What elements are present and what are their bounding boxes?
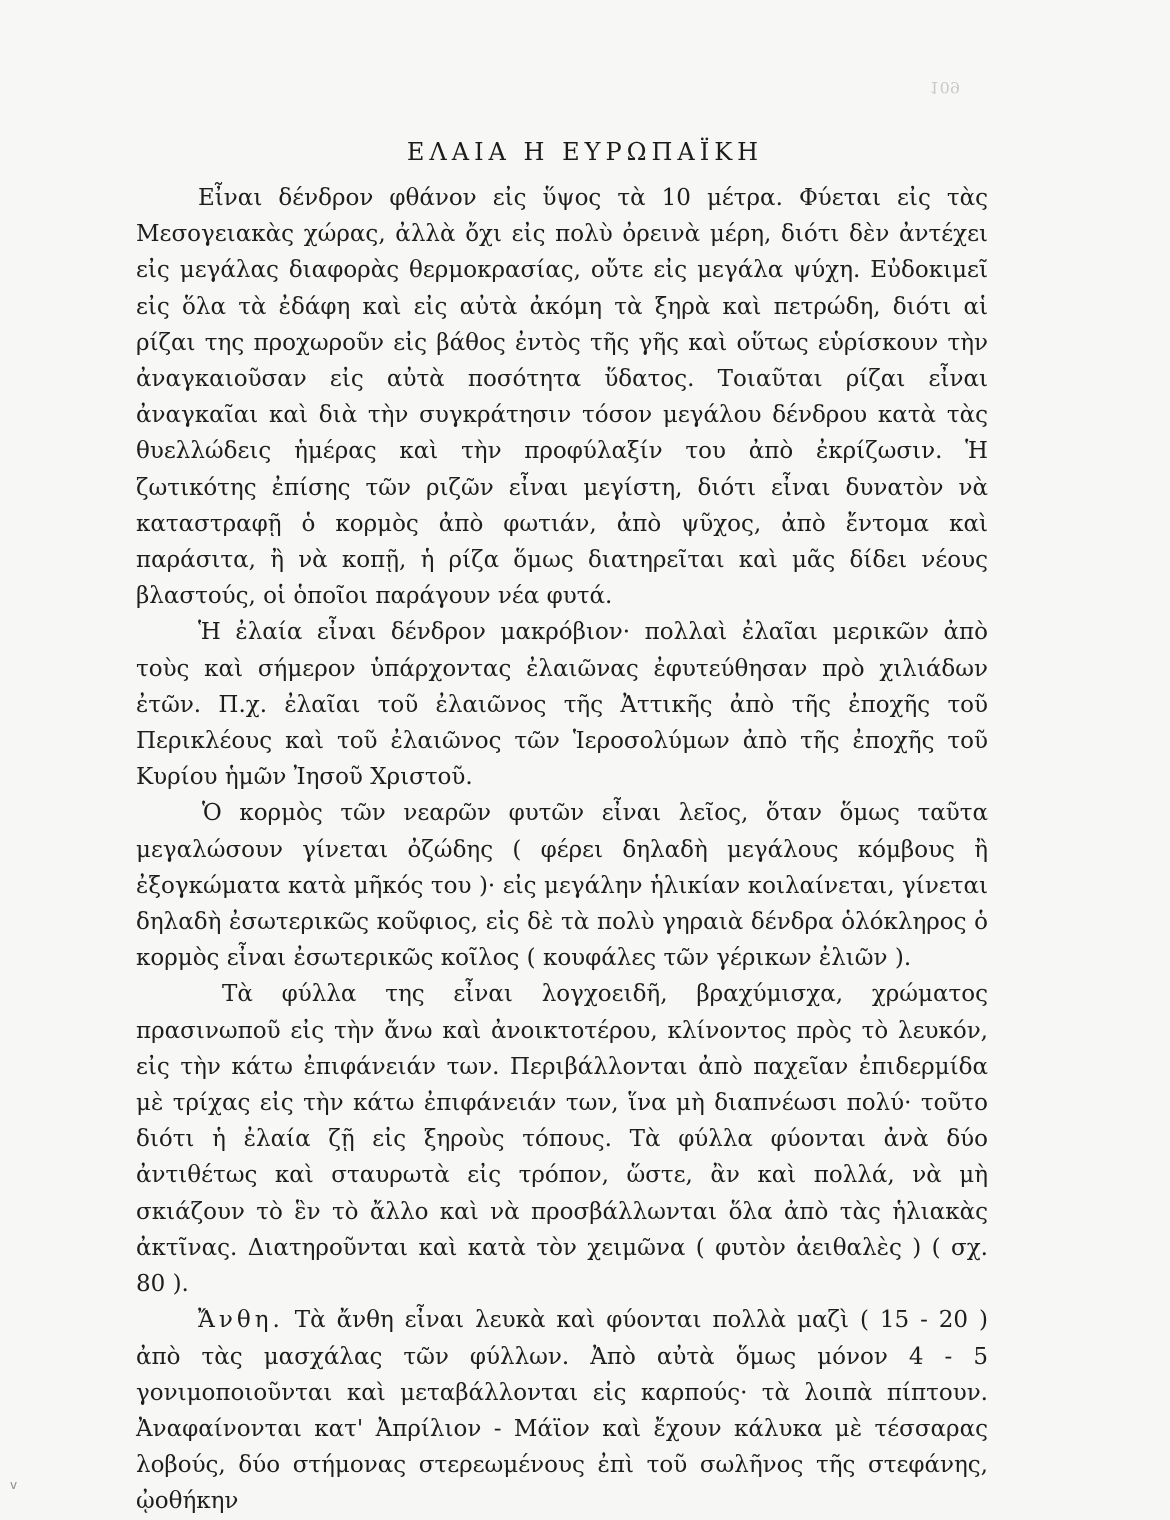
body-text <box>136 180 988 1520</box>
flowers-text: Τὰ ἄνθη εἶναι λευκὰ καὶ φύονται πολλὰ μαζὶ ( 15 - 20 ) ἀπὸ τὰς μασχάλας τῶν φύλλων. Ἀπὸ αὐτὰ ὅμως μόνον 4 - 5 γονιμοποιοῦνται καὶ μεταβάλλονται εἰς καρπούς· τὰ λοιπὰ πίπτουν. Ἀναφαίνονται κατ' Ἀπρίλιον - Μάϊον καὶ ἔχουν κάλυκα μὲ τέσσαρας λοβούς, δύο στήμονας στερεωμένους ἐπὶ τοῦ σωλῆνος τῆς στεφάνης, ᾠοθήκην <box>136 1307 988 1515</box>
page-title: ΕΛΑΙΑ Η ΕΥΡΩΠΑΪΚΗ <box>406 138 764 166</box>
paragraph-flowers <box>136 1302 988 1519</box>
paragraph-habitat: Εἶναι δένδρον φθάνον εἰς ὕψος τὰ 10 μέτρα. Φύεται εἰς τὰς Μεσογειακὰς χώρας, ἀλλὰ ὄχι εἰς πολὺ ὀρεινὰ μέρη, διότι δὲν ἀντέχει εἰς μεγάλας διαφορὰς θερμοκρασίας, οὔτε εἰς μεγάλα ψύχη. Εὐδοκιμεῖ εἰς ὅλα τὰ ἐδάφη καὶ εἰς αὐτὰ ἀκόμη τὰ ξηρὰ καὶ πετρώδη, διότι αἱ ρίζαι της προχωροῦν εἰς βάθος ἐντὸς τῆς γῆς καὶ οὕτως εὑρίσκουν τὴν ἀναγκαιοῦσαν εἰς αὐτὰ ποσότητα ὕδατος. Τοιαῦται ρίζαι εἶναι ἀναγκαῖαι καὶ διὰ τὴν συγκράτησιν τόσον μεγάλου δένδρου κατὰ τὰς θυελλώδεις ἡμέρας καὶ τὴν προφύλαξίν του ἀπὸ ἐκρίζωσιν. Ἡ ζωτικότης ἐπίσης τῶν ριζῶν εἶναι μεγίστη, διότι εἶναι δυνατὸν νὰ καταστραφῇ ὁ κορμὸς ἀπὸ φωτιάν, ἀπὸ ψῦχος, ἀπὸ ἔντομα καὶ παράσιτα, ἢ νὰ κοπῇ, ἡ ρίζα ὅμως διατηρεῖται καὶ μᾶς δίδει νέους βλαστούς, οἱ ὁποῖοι παράγουν νέα φυτά. <box>136 185 988 610</box>
flowers-lead: Ἄνθη. <box>198 1307 284 1334</box>
paragraph-trunk: Ὁ κορμὸς τῶν νεαρῶν φυτῶν εἶναι λεῖος, ὅταν ὅμως ταῦτα μεγαλώσουν γίνεται ὀζώδης ( φέρει δηλαδὴ μεγάλους κόμβους ἢ ἐξογκώματα κατὰ μῆκός του )· εἰς μεγάλην ἡλικίαν κοιλαίνεται, γίνεται δηλαδὴ ἐσωτερικῶς κοῦφιος, εἰς δὲ τὰ πολὺ γηραιὰ δένδρα ὁλόκληρος ὁ κορμὸς εἶναι ἐσωτερικῶς κοῖλος ( κουφάλες τῶν γέρικων ἐλιῶν ). <box>136 800 988 972</box>
paragraph-longevity: Ἡ ἐλαία εἶναι δένδρον μακρόβιον· πολλαὶ ἐλαῖαι μερικῶν ἀπὸ τοὺς καὶ σήμερον ὑπάρχοντας ἐλαιῶνας ἐφυτεύθησαν πρὸ χιλιάδων ἐτῶν. Π.χ. ἐλαῖαι τοῦ ἐλαιῶνος τῆς Ἀττικῆς ἀπὸ τῆς ἐποχῆς τοῦ Περικλέους καὶ τοῦ ἐλαιῶνος τῶν Ἱεροσολύμων ἀπὸ τῆς ἐποχῆς τοῦ Κυρίου ἡμῶν Ἰησοῦ Χριστοῦ. <box>136 619 988 791</box>
page-number: 109 <box>929 78 960 97</box>
paragraph-leaves: Τὰ φύλλα της εἶναι λογχοειδῆ, βραχύμισχα, χρώματος πρασινωποῦ εἰς τὴν ἄνω καὶ ἀνοικτοτέρου, κλίνοντος πρὸς τὸ λευκόν, εἰς τὴν κάτω ἐπιφάνειάν των. Περιβάλλονται ἀπὸ παχεῖαν ἐπιδερμίδα μὲ τρίχας εἰς τὴν κάτω ἐπιφάνειάν των, ἵνα μὴ διαπνέωσι πολύ· τοῦτο διότι ἡ ἐλαία ζῇ εἰς ξηροὺς τόπους. Τὰ φύλλα φύονται ἀνὰ δύο ἀντιθέτως καὶ σταυρωτὰ εἰς τρόπον, ὥστε, ἂν καὶ πολλά, νὰ μὴ σκιάζουν τὸ ἓν τὸ ἄλλο καὶ νὰ προσβάλλωνται ὅλα ἀπὸ τὰς ἡλιακὰς ἀκτῖνας. Διατηροῦνται καὶ κατὰ τὸν χειμῶνα ( φυτὸν ἀειθαλὲς ) ( σχ. 80 ). <box>136 981 988 1298</box>
margin-mark: v <box>10 1478 18 1492</box>
